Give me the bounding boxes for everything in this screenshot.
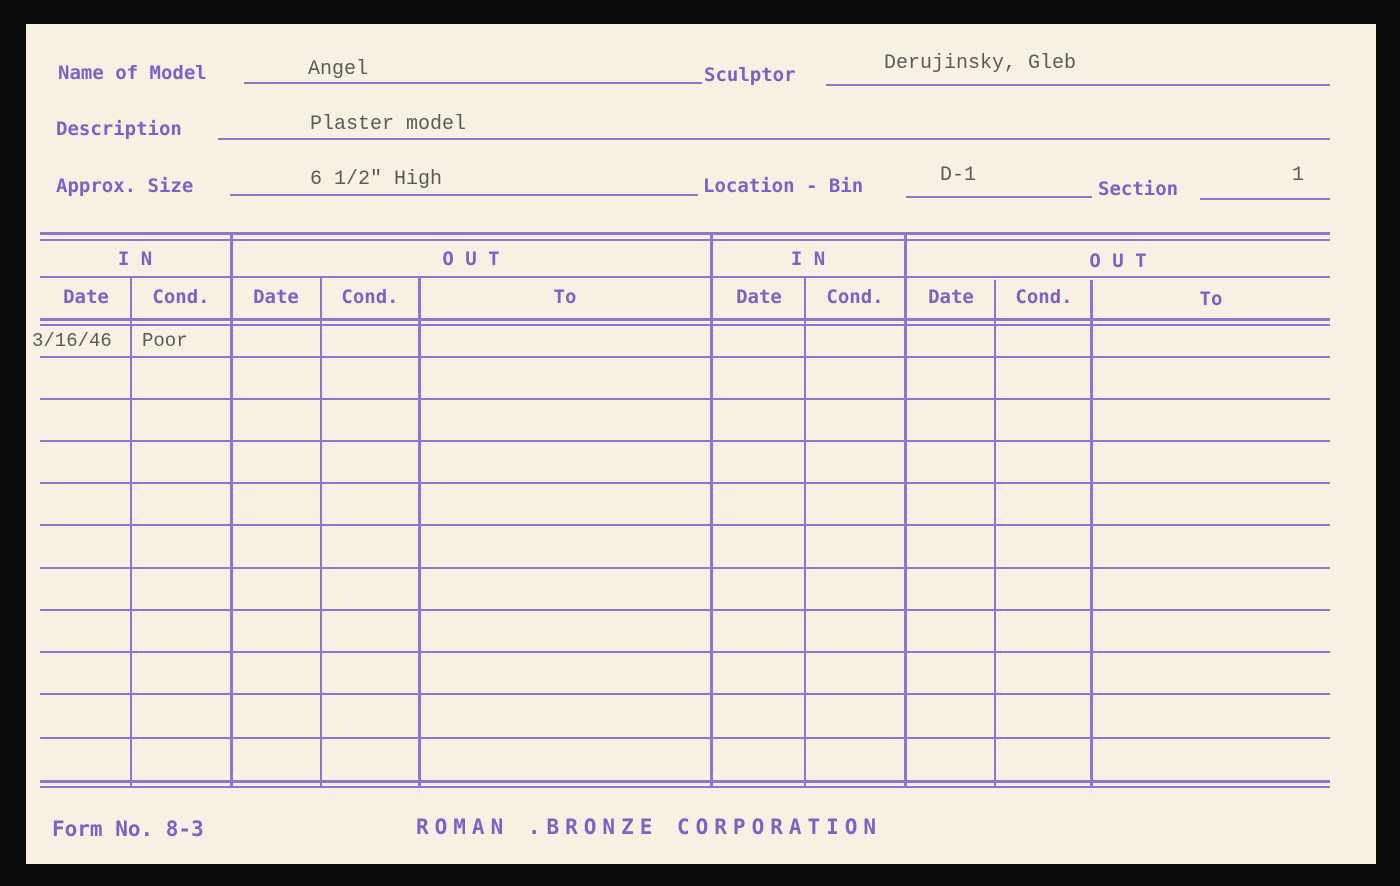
section-value: 1 bbox=[1292, 164, 1305, 187]
company-name: ROMAN .BRONZE CORPORATION bbox=[416, 815, 883, 839]
approx-size-label: Approx. Size bbox=[56, 175, 194, 197]
row-rule bbox=[40, 567, 1330, 569]
row-rule bbox=[40, 440, 1330, 442]
name-underline bbox=[244, 82, 702, 84]
row-rule bbox=[40, 609, 1330, 611]
description-underline bbox=[218, 138, 1330, 140]
column-divider bbox=[130, 276, 132, 788]
row-rule bbox=[40, 693, 1330, 695]
section-underline bbox=[1200, 198, 1330, 200]
group-header-rule bbox=[40, 276, 1330, 278]
column-divider bbox=[320, 276, 322, 788]
col-header-out2-date: Date bbox=[928, 286, 974, 308]
column-divider bbox=[994, 280, 996, 788]
name-of-model-value: Angel bbox=[308, 58, 369, 81]
sculptor-underline bbox=[826, 84, 1330, 86]
size-underline bbox=[230, 194, 698, 196]
col-header-rule bbox=[40, 318, 1330, 321]
bin-underline bbox=[906, 196, 1092, 198]
col-header-out-cond: Cond. bbox=[341, 286, 399, 308]
group-divider bbox=[1090, 280, 1093, 788]
sculptor-label: Sculptor bbox=[704, 64, 796, 86]
row-rule bbox=[40, 356, 1330, 358]
table-top-rule-2 bbox=[40, 239, 1330, 241]
col-header-in2-cond: Cond. bbox=[826, 286, 884, 308]
description-label: Description bbox=[56, 118, 182, 140]
row-1-in-cond: Poor bbox=[142, 330, 188, 352]
col-header-in-cond: Cond. bbox=[152, 286, 210, 308]
section-label: Section bbox=[1098, 178, 1179, 200]
group-divider bbox=[418, 276, 421, 788]
approx-size-value: 6 1/2" High bbox=[310, 168, 443, 191]
location-bin-label: Location - Bin bbox=[703, 175, 864, 197]
name-of-model-label: Name of Model bbox=[58, 62, 207, 84]
table-bottom-rule bbox=[40, 780, 1330, 783]
col-header-in-date: Date bbox=[63, 286, 109, 308]
group-header-out: O U T bbox=[442, 248, 500, 270]
group-header-in-2: I N bbox=[790, 248, 826, 270]
col-header-rule-2 bbox=[40, 324, 1330, 326]
group-header-out-2: O U T bbox=[1089, 250, 1147, 272]
group-divider bbox=[230, 232, 233, 788]
group-header-in: I N bbox=[117, 248, 153, 270]
table-top-rule bbox=[40, 232, 1330, 235]
row-1-in-date: 3/16/46 bbox=[32, 330, 112, 352]
col-header-out2-to: To bbox=[1199, 288, 1223, 310]
col-header-out-to: To bbox=[553, 286, 577, 308]
row-rule bbox=[40, 737, 1330, 739]
form-number: Form No. 8-3 bbox=[52, 817, 204, 841]
col-header-out2-cond: Cond. bbox=[1015, 286, 1073, 308]
column-divider bbox=[804, 276, 806, 788]
record-card bbox=[26, 24, 1376, 864]
group-divider bbox=[904, 232, 907, 788]
description-value: Plaster model bbox=[310, 113, 467, 136]
row-rule bbox=[40, 651, 1330, 653]
col-header-in2-date: Date bbox=[736, 286, 782, 308]
row-rule bbox=[40, 482, 1330, 484]
location-bin-value: D-1 bbox=[940, 164, 977, 187]
group-divider bbox=[710, 232, 713, 788]
table-bottom-rule-2 bbox=[40, 786, 1330, 788]
row-rule bbox=[40, 524, 1330, 526]
sculptor-value: Derujinsky, Gleb bbox=[884, 52, 1077, 75]
row-rule bbox=[40, 398, 1330, 400]
col-header-out-date: Date bbox=[253, 286, 299, 308]
